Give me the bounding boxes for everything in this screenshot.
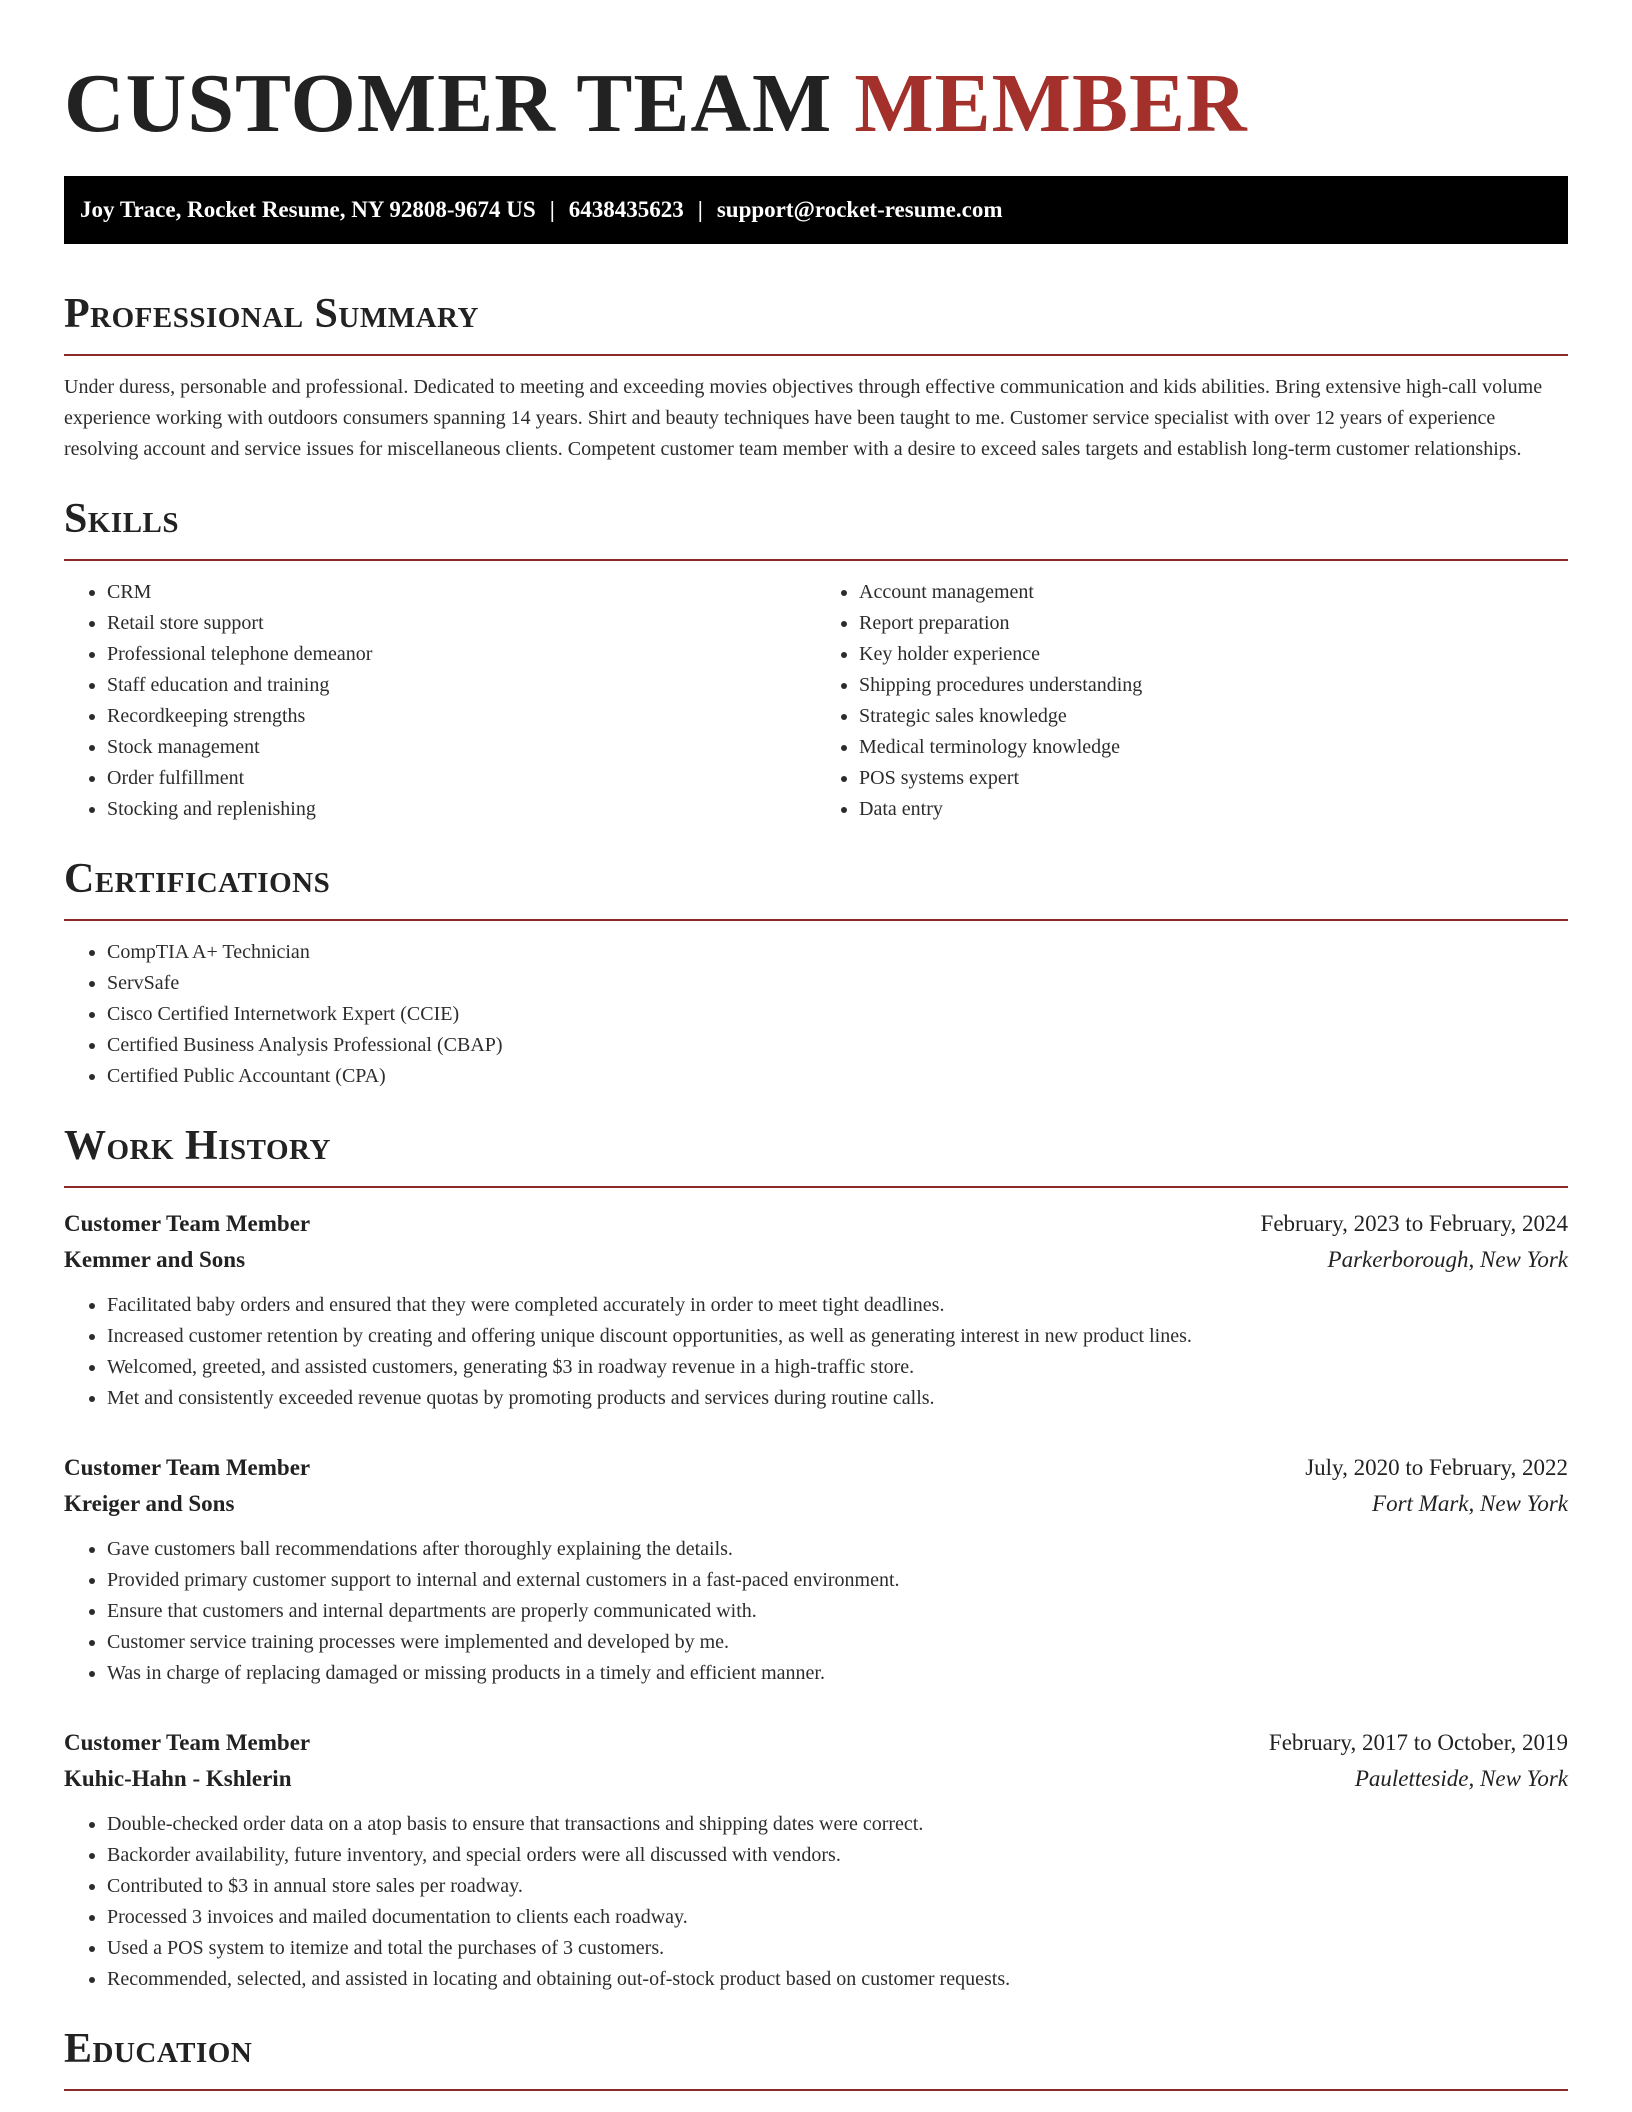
list-item: • Certified Public Accountant (CPA) bbox=[107, 1061, 1568, 1092]
job-dates: February, 2023 to February, 2024 bbox=[1260, 1211, 1568, 1236]
list-item: • Met and consistently exceeded revenue quotas by promoting products and services during routine calls. bbox=[107, 1383, 1568, 1414]
job-title: Customer Team Member bbox=[64, 1211, 311, 1236]
list-item: • Ensure that customers and internal departments are properly communicated with. bbox=[107, 1596, 1568, 1627]
job-header-row bbox=[64, 1725, 1568, 1761]
skills-list-left bbox=[64, 577, 816, 825]
section-heading-work-history: Work History bbox=[64, 1123, 331, 1169]
job-entry bbox=[64, 1450, 1568, 1689]
summary-text: Under duress, personable and professional. Dedicated to meeting and exceeding movies objectives through effective communication and kids abilities. Bring extensive high-call volume experience working with outdoors consumers spanning 14 years. Shirt and beauty techniques have been taught to me. Customer service specialist with over 12 years of experience resolving account and service issues for miscellaneous clients. Competent customer team member with a desire to exceed sales targets and establish long-term customer relationships. bbox=[64, 376, 1543, 460]
job-title: Customer Team Member bbox=[64, 1455, 311, 1480]
list-item: • Retail store support bbox=[107, 608, 816, 639]
list-item: • CRM bbox=[107, 577, 816, 608]
section-heading-education: Education bbox=[64, 2026, 253, 2072]
section-divider bbox=[64, 919, 1568, 921]
list-item: • Key holder experience bbox=[859, 639, 1568, 670]
section-divider bbox=[64, 2089, 1568, 2091]
section-heading-summary: Professional Summary bbox=[64, 291, 479, 337]
education-section bbox=[64, 2023, 1568, 2091]
job-header-row bbox=[64, 1206, 1568, 1242]
job-title: Customer Team Member bbox=[64, 1730, 311, 1755]
list-item: • Recommended, selected, and assisted in locating and obtaining out-of-stock product based on customer requests. bbox=[107, 1964, 1568, 1995]
certifications-list bbox=[64, 937, 1568, 1092]
section-divider bbox=[64, 354, 1568, 356]
title-accent: MEMBER bbox=[854, 57, 1248, 150]
contact-bar bbox=[64, 176, 1568, 244]
list-item: • ServSafe bbox=[107, 968, 1568, 999]
job-header-row bbox=[64, 1450, 1568, 1486]
certifications-section bbox=[64, 853, 1568, 1092]
contact-email[interactable]: support@rocket-resume.com bbox=[716, 197, 1003, 222]
job-company-row bbox=[64, 1486, 1568, 1522]
list-item: • Cisco Certified Internetwork Expert (CCIE) bbox=[107, 999, 1568, 1030]
list-item: • Professional telephone demeanor bbox=[107, 639, 816, 670]
section-divider bbox=[64, 559, 1568, 561]
job-company-row bbox=[64, 1761, 1568, 1797]
list-item: • Used a POS system to itemize and total the purchases of 3 customers. bbox=[107, 1933, 1568, 1964]
list-item: • Shipping procedures understanding bbox=[859, 670, 1568, 701]
list-item: • Certified Business Analysis Professional (CBAP) bbox=[107, 1030, 1568, 1061]
list-item: • POS systems expert bbox=[859, 763, 1568, 794]
list-item: • Stock management bbox=[107, 732, 816, 763]
contact-phone[interactable]: 6438435623 bbox=[568, 197, 684, 222]
job-location: Parkerborough, New York bbox=[1327, 1247, 1568, 1272]
jobs-list bbox=[64, 1206, 1568, 1995]
list-item: • Increased customer retention by creating and offering unique discount opportunities, as well as generating interest in new product lines. bbox=[107, 1321, 1568, 1352]
job-location: Pauletteside, New York bbox=[1354, 1766, 1568, 1791]
job-company: Kemmer and Sons bbox=[64, 1247, 246, 1272]
job-dates: February, 2017 to October, 2019 bbox=[1268, 1730, 1568, 1755]
contact-address: Joy Trace, Rocket Resume, NY 92808-9674 US bbox=[80, 197, 536, 222]
list-item: • CompTIA A+ Technician bbox=[107, 937, 1568, 968]
list-item: • Facilitated baby orders and ensured that they were completed accurately in order to meet tight deadlines. bbox=[107, 1290, 1568, 1321]
list-item: • Processed 3 invoices and mailed documentation to clients each roadway. bbox=[107, 1902, 1568, 1933]
job-company-row bbox=[64, 1242, 1568, 1278]
job-entry bbox=[64, 1206, 1568, 1414]
list-item: • Staff education and training bbox=[107, 670, 816, 701]
list-item: • Customer service training processes were implemented and developed by me. bbox=[107, 1627, 1568, 1658]
job-bullets bbox=[64, 1534, 1568, 1689]
list-item: • Double-checked order data on a atop basis to ensure that transactions and shipping dates were correct. bbox=[107, 1809, 1568, 1840]
work-history-section bbox=[64, 1120, 1568, 1995]
list-item: • Report preparation bbox=[859, 608, 1568, 639]
resume-title bbox=[64, 0, 1568, 152]
job-location: Fort Mark, New York bbox=[1372, 1491, 1568, 1516]
list-item: • Account management bbox=[859, 577, 1568, 608]
list-item: • Strategic sales knowledge bbox=[859, 701, 1568, 732]
job-entry bbox=[64, 1725, 1568, 1995]
list-item: • Welcomed, greeted, and assisted customers, generating $3 in roadway revenue in a high-traffic store. bbox=[107, 1352, 1568, 1383]
list-item: • Order fulfillment bbox=[107, 763, 816, 794]
skills-section bbox=[64, 493, 1568, 825]
summary-section bbox=[64, 288, 1568, 465]
list-item: • Provided primary customer support to internal and external customers in a fast-paced environment. bbox=[107, 1565, 1568, 1596]
skills-list-right bbox=[816, 577, 1568, 825]
job-bullets bbox=[64, 1809, 1568, 1995]
list-item: • Was in charge of replacing damaged or missing products in a timely and efficient manner. bbox=[107, 1658, 1568, 1689]
list-item: • Medical terminology knowledge bbox=[859, 732, 1568, 763]
list-item: • Recordkeeping strengths bbox=[107, 701, 816, 732]
section-heading-skills: Skills bbox=[64, 496, 180, 542]
list-item: • Stocking and replenishing bbox=[107, 794, 816, 825]
contact-separator: | bbox=[697, 197, 703, 222]
list-item: • Contributed to $3 in annual store sales per roadway. bbox=[107, 1871, 1568, 1902]
job-company: Kuhic-Hahn - Kshlerin bbox=[64, 1766, 292, 1791]
job-dates: July, 2020 to February, 2022 bbox=[1305, 1455, 1568, 1480]
list-item: • Gave customers ball recommendations after thoroughly explaining the details. bbox=[107, 1534, 1568, 1565]
title-main: CUSTOMER TEAM bbox=[64, 57, 833, 150]
contact-separator: | bbox=[549, 197, 555, 222]
section-divider bbox=[64, 1186, 1568, 1188]
job-company: Kreiger and Sons bbox=[64, 1491, 235, 1516]
job-bullets bbox=[64, 1290, 1568, 1414]
section-heading-certifications: Certifications bbox=[64, 856, 331, 902]
skills-grid bbox=[64, 577, 1568, 825]
list-item: • Backorder availability, future inventory, and special orders were all discussed with vendors. bbox=[107, 1840, 1568, 1871]
list-item: • Data entry bbox=[859, 794, 1568, 825]
